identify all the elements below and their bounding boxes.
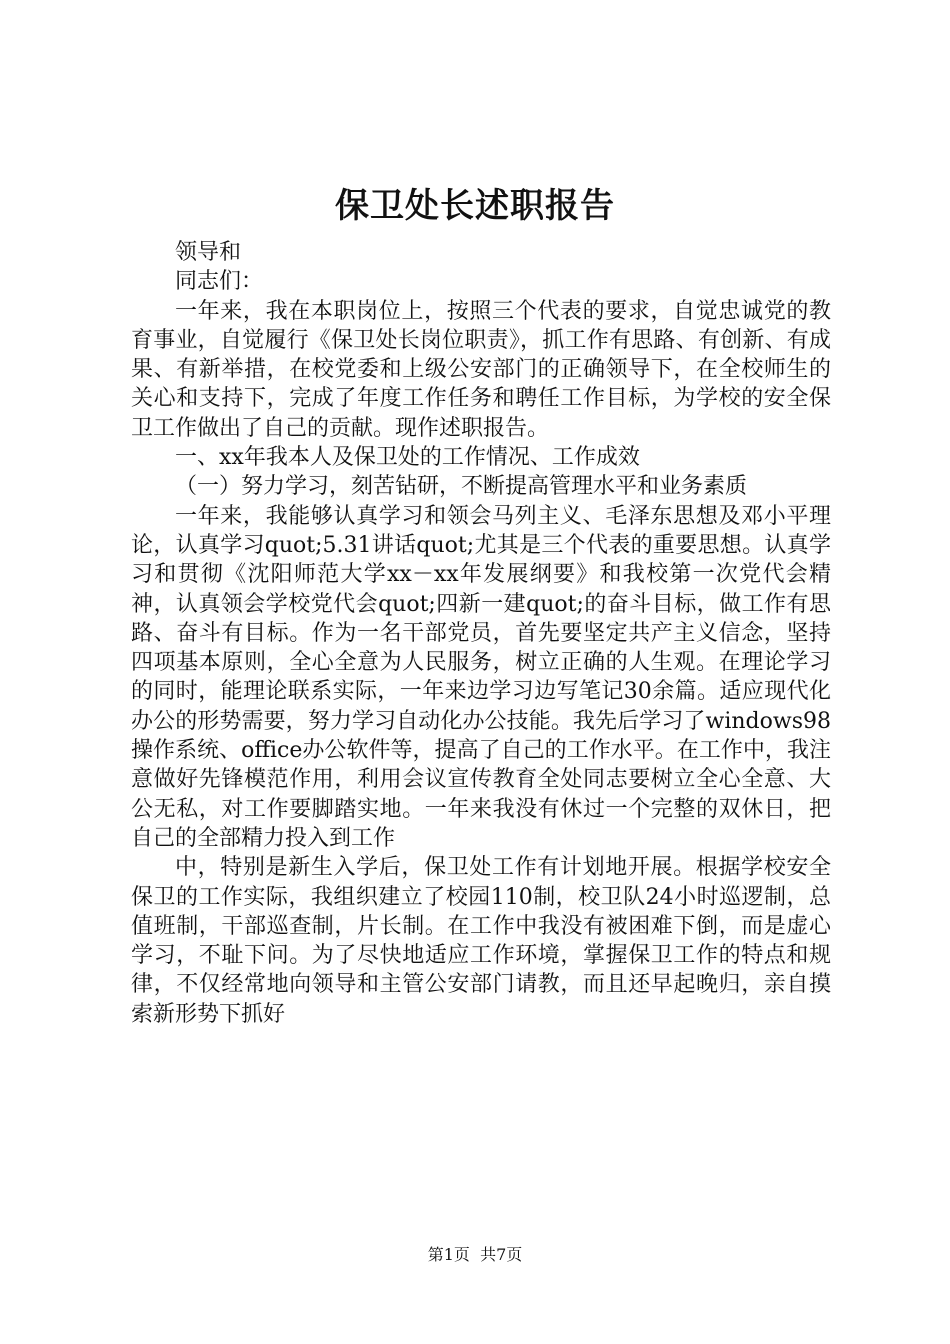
paragraph-study: 一年来，我能够认真学习和领会马列主义、毛泽东思想及邓小平理论，认真学习quot;5.31讲话quot;尤其是三个代表的重要思想。认真学习和贯彻《沈阳师范大学xx－xx年发展纲要》和我校第一次党代会精神，认真领会学校党代会quot;四新一建quot;的奋斗目标，做工作有思路、奋斗有目标。作为一名干部党员，首先要坚定共产主义信念，坚持四项基本原则，全心全意为人民服务，树立正确的人生观。在理论学习的同时，能理论联系实际，一年来边学习边写笔记30余篇。适应现代化办公的形势需要，努力学习自动化办公技能。我先后学习了windows98操作系统、office办公软件等，提高了自己的工作水平。在工作中，我注意做好先锋模范作用，利用会议宣传教育全处同志要树立全心全意、大公无私，对工作要脚踏实地。一年来我没有休过一个完整的双休日，把自己的全部精力投入到工作 (131, 503, 831, 851)
document-title: 保卫处长述职报告 (335, 186, 615, 226)
paragraph-intro: 一年来，我在本职岗位上，按照三个代表的要求，自觉忠诚党的教育事业，自觉履行《保卫处长岗位职责》，抓工作有思路、有创新、有成果、有新举措，在校党委和上级公安部门的正确领导下，在全校师生的关心和支持下，完成了年度工作任务和聘任工作目标，为学校的安全保卫工作做出了自己的贡献。现作述职报告。 (131, 298, 831, 441)
document-body (131, 238, 831, 1029)
page-number: 第1页 (427, 1245, 470, 1264)
paragraph-work: 中，特别是新生入学后，保卫处工作有计划地开展。根据学校安全保卫的工作实际，我组织建立了校园110制，校卫队24小时巡逻制，总值班制，干部巡查制，片长制。在工作中我没有被困难下倒，而是虚心学习，不耻下问。为了尽快地适应工作环境，掌握保卫工作的特点和规律，不仅经常地向领导和主管公安部门请教，而且还早起晚归，亲自摸索新形势下抓好 (131, 855, 831, 1027)
greeting-line-1: 领导和 (175, 240, 242, 265)
subsection-heading: （一）努力学习，刻苦钻研，不断提高管理水平和业务素质 (175, 474, 748, 500)
section-heading: 一、xx年我本人及保卫处的工作情况、工作成效 (175, 445, 640, 471)
greeting-line-2: 同志们： (175, 269, 264, 295)
page-total: 共7页 (480, 1245, 523, 1264)
page-footer (0, 1244, 950, 1266)
